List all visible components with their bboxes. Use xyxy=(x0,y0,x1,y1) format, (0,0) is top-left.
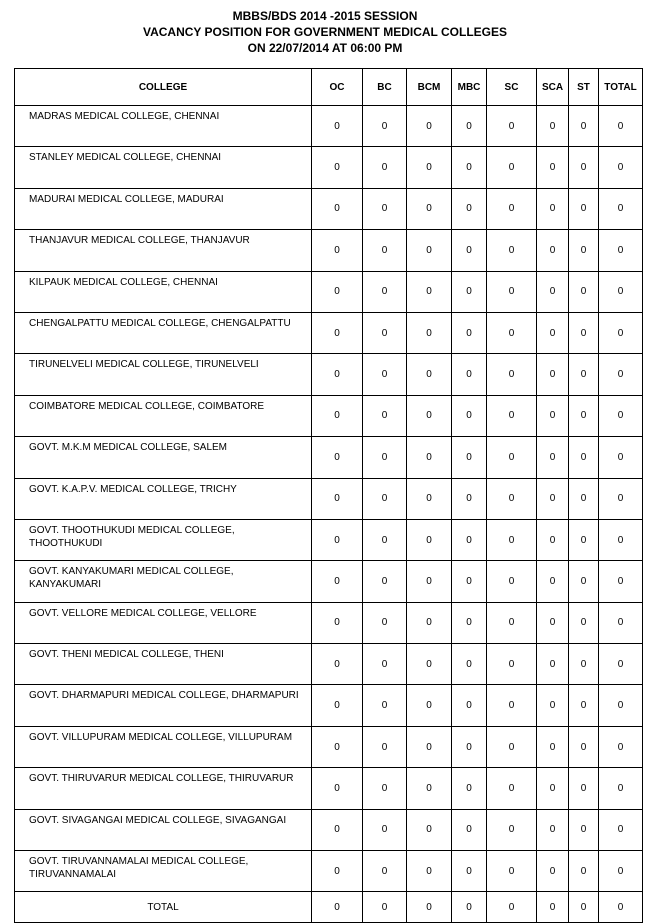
vacancy-sc: 0 xyxy=(487,726,537,767)
table-row xyxy=(15,602,643,643)
college-name: GOVT. K.A.P.V. MEDICAL COLLEGE, TRICHY xyxy=(15,478,312,519)
table-header-row xyxy=(15,69,643,106)
vacancy-total: 0 xyxy=(599,644,643,685)
vacancy-st: 0 xyxy=(569,726,599,767)
vacancy-total: 0 xyxy=(599,809,643,850)
vacancy-bcm: 0 xyxy=(407,685,452,726)
column-header-college: COLLEGE xyxy=(15,69,312,106)
college-name: THANJAVUR MEDICAL COLLEGE, THANJAVUR xyxy=(15,230,312,271)
table-row xyxy=(15,644,643,685)
table-row xyxy=(15,188,643,229)
vacancy-oc: 0 xyxy=(312,644,363,685)
vacancy-oc: 0 xyxy=(312,851,363,892)
table-row xyxy=(15,519,643,560)
column-header-oc: OC xyxy=(312,69,363,106)
vacancy-oc: 0 xyxy=(312,395,363,436)
college-name: TIRUNELVELI MEDICAL COLLEGE, TIRUNELVELI xyxy=(15,354,312,395)
table-row xyxy=(15,354,643,395)
vacancy-sca: 0 xyxy=(537,188,569,229)
college-name: MADRAS MEDICAL COLLEGE, CHENNAI xyxy=(15,106,312,147)
vacancy-mbc: 0 xyxy=(452,478,487,519)
vacancy-sca: 0 xyxy=(537,271,569,312)
report-title: VACANCY POSITION FOR GOVERNMENT MEDICAL COLLEGES xyxy=(142,25,508,39)
vacancy-oc: 0 xyxy=(312,147,363,188)
college-name: GOVT. VILLUPURAM MEDICAL COLLEGE, VILLUPURAM xyxy=(15,726,312,767)
college-name: GOVT. M.K.M MEDICAL COLLEGE, SALEM xyxy=(15,437,312,478)
college-name: CHENGALPATTU MEDICAL COLLEGE, CHENGALPATTU xyxy=(15,312,312,353)
vacancy-sc: 0 xyxy=(487,271,537,312)
college-name: GOVT. SIVAGANGAI MEDICAL COLLEGE, SIVAGANGAI xyxy=(15,809,312,850)
vacancy-bc: 0 xyxy=(363,230,407,271)
vacancy-total: 0 xyxy=(599,437,643,478)
vacancy-bcm: 0 xyxy=(407,851,452,892)
college-name: GOVT. TIRUVANNAMALAI MEDICAL COLLEGE, TIRUVANNAMALAI xyxy=(15,851,312,892)
vacancy-mbc: 0 xyxy=(452,437,487,478)
vacancy-st: 0 xyxy=(569,106,599,147)
vacancy-sca: 0 xyxy=(537,685,569,726)
vacancy-oc: 0 xyxy=(312,106,363,147)
vacancy-bcm: 0 xyxy=(407,602,452,643)
vacancy-bcm: 0 xyxy=(407,354,452,395)
vacancy-sca: 0 xyxy=(537,478,569,519)
table-row xyxy=(15,809,643,850)
vacancy-st: 0 xyxy=(569,685,599,726)
table-row xyxy=(15,726,643,767)
vacancy-total: 0 xyxy=(599,478,643,519)
vacancy-oc: 0 xyxy=(312,685,363,726)
vacancy-sca: 0 xyxy=(537,437,569,478)
vacancy-bcm: 0 xyxy=(407,644,452,685)
table-row xyxy=(15,395,643,436)
total-label: TOTAL xyxy=(15,892,312,923)
vacancy-mbc: 0 xyxy=(452,644,487,685)
table-row xyxy=(15,685,643,726)
vacancy-st: 0 xyxy=(569,644,599,685)
vacancy-bc: 0 xyxy=(363,602,407,643)
total-bc: 0 xyxy=(363,892,407,923)
vacancy-table xyxy=(14,68,643,923)
column-header-sc: SC xyxy=(487,69,537,106)
table-row xyxy=(15,437,643,478)
college-name: GOVT. THOOTHUKUDI MEDICAL COLLEGE, THOOTHUKUDI xyxy=(15,519,312,560)
vacancy-st: 0 xyxy=(569,519,599,560)
table-row xyxy=(15,230,643,271)
vacancy-sca: 0 xyxy=(537,395,569,436)
vacancy-oc: 0 xyxy=(312,437,363,478)
vacancy-bc: 0 xyxy=(363,354,407,395)
vacancy-bc: 0 xyxy=(363,644,407,685)
vacancy-bc: 0 xyxy=(363,106,407,147)
vacancy-sc: 0 xyxy=(487,188,537,229)
table-row xyxy=(15,312,643,353)
vacancy-bc: 0 xyxy=(363,561,407,602)
vacancy-sc: 0 xyxy=(487,147,537,188)
vacancy-mbc: 0 xyxy=(452,519,487,560)
vacancy-mbc: 0 xyxy=(452,188,487,229)
vacancy-bc: 0 xyxy=(363,437,407,478)
vacancy-bcm: 0 xyxy=(407,312,452,353)
column-header-bc: BC xyxy=(363,69,407,106)
college-name: GOVT. KANYAKUMARI MEDICAL COLLEGE, KANYAKUMARI xyxy=(15,561,312,602)
vacancy-st: 0 xyxy=(569,395,599,436)
vacancy-sc: 0 xyxy=(487,437,537,478)
college-name: MADURAI MEDICAL COLLEGE, MADURAI xyxy=(15,188,312,229)
vacancy-mbc: 0 xyxy=(452,809,487,850)
vacancy-sca: 0 xyxy=(537,768,569,809)
vacancy-st: 0 xyxy=(569,768,599,809)
vacancy-oc: 0 xyxy=(312,230,363,271)
college-name: COIMBATORE MEDICAL COLLEGE, COIMBATORE xyxy=(15,395,312,436)
vacancy-sca: 0 xyxy=(537,312,569,353)
vacancy-mbc: 0 xyxy=(452,768,487,809)
vacancy-total: 0 xyxy=(599,271,643,312)
vacancy-oc: 0 xyxy=(312,602,363,643)
vacancy-oc: 0 xyxy=(312,809,363,850)
vacancy-bcm: 0 xyxy=(407,437,452,478)
vacancy-bc: 0 xyxy=(363,395,407,436)
vacancy-bc: 0 xyxy=(363,519,407,560)
vacancy-sc: 0 xyxy=(487,395,537,436)
table-row xyxy=(15,768,643,809)
vacancy-bc: 0 xyxy=(363,188,407,229)
vacancy-mbc: 0 xyxy=(452,106,487,147)
vacancy-mbc: 0 xyxy=(452,685,487,726)
column-header-mbc: MBC xyxy=(452,69,487,106)
college-name: GOVT. DHARMAPURI MEDICAL COLLEGE, DHARMAPURI xyxy=(15,685,312,726)
vacancy-total: 0 xyxy=(599,312,643,353)
column-header-sca: SCA xyxy=(537,69,569,106)
table-row xyxy=(15,851,643,892)
vacancy-sc: 0 xyxy=(487,519,537,560)
college-name: KILPAUK MEDICAL COLLEGE, CHENNAI xyxy=(15,271,312,312)
vacancy-mbc: 0 xyxy=(452,602,487,643)
vacancy-oc: 0 xyxy=(312,188,363,229)
vacancy-total: 0 xyxy=(599,519,643,560)
vacancy-oc: 0 xyxy=(312,271,363,312)
vacancy-bc: 0 xyxy=(363,768,407,809)
vacancy-oc: 0 xyxy=(312,312,363,353)
vacancy-mbc: 0 xyxy=(452,354,487,395)
table-row xyxy=(15,147,643,188)
vacancy-oc: 0 xyxy=(312,726,363,767)
vacancy-sc: 0 xyxy=(487,602,537,643)
vacancy-sc: 0 xyxy=(487,312,537,353)
vacancy-bcm: 0 xyxy=(407,188,452,229)
total-mbc: 0 xyxy=(452,892,487,923)
vacancy-bcm: 0 xyxy=(407,768,452,809)
report-date: ON 22/07/2014 AT 06:00 PM xyxy=(247,41,403,55)
vacancy-total: 0 xyxy=(599,354,643,395)
vacancy-sc: 0 xyxy=(487,809,537,850)
vacancy-total: 0 xyxy=(599,147,643,188)
vacancy-total: 0 xyxy=(599,768,643,809)
vacancy-total: 0 xyxy=(599,230,643,271)
total-sca: 0 xyxy=(537,892,569,923)
vacancy-st: 0 xyxy=(569,437,599,478)
table-row xyxy=(15,271,643,312)
vacancy-bcm: 0 xyxy=(407,519,452,560)
document-header xyxy=(0,8,650,56)
vacancy-mbc: 0 xyxy=(452,726,487,767)
vacancy-st: 0 xyxy=(569,271,599,312)
table-row xyxy=(15,106,643,147)
vacancy-bc: 0 xyxy=(363,147,407,188)
college-name: GOVT. THENI MEDICAL COLLEGE, THENI xyxy=(15,644,312,685)
vacancy-total: 0 xyxy=(599,106,643,147)
vacancy-bc: 0 xyxy=(363,478,407,519)
vacancy-mbc: 0 xyxy=(452,271,487,312)
vacancy-bcm: 0 xyxy=(407,561,452,602)
vacancy-total: 0 xyxy=(599,395,643,436)
vacancy-bcm: 0 xyxy=(407,809,452,850)
vacancy-sca: 0 xyxy=(537,726,569,767)
vacancy-bcm: 0 xyxy=(407,271,452,312)
vacancy-st: 0 xyxy=(569,602,599,643)
vacancy-st: 0 xyxy=(569,354,599,395)
total-sc: 0 xyxy=(487,892,537,923)
vacancy-bc: 0 xyxy=(363,851,407,892)
vacancy-sca: 0 xyxy=(537,106,569,147)
vacancy-mbc: 0 xyxy=(452,147,487,188)
session-title: MBBS/BDS 2014 -2015 SESSION xyxy=(232,9,418,23)
vacancy-total: 0 xyxy=(599,188,643,229)
vacancy-bcm: 0 xyxy=(407,395,452,436)
vacancy-bc: 0 xyxy=(363,685,407,726)
vacancy-sc: 0 xyxy=(487,685,537,726)
vacancy-st: 0 xyxy=(569,561,599,602)
vacancy-oc: 0 xyxy=(312,561,363,602)
vacancy-bcm: 0 xyxy=(407,726,452,767)
vacancy-total: 0 xyxy=(599,685,643,726)
total-st: 0 xyxy=(569,892,599,923)
vacancy-sc: 0 xyxy=(487,851,537,892)
vacancy-oc: 0 xyxy=(312,768,363,809)
vacancy-sca: 0 xyxy=(537,851,569,892)
vacancy-bc: 0 xyxy=(363,726,407,767)
column-header-bcm: BCM xyxy=(407,69,452,106)
college-name: STANLEY MEDICAL COLLEGE, CHENNAI xyxy=(15,147,312,188)
table-row xyxy=(15,561,643,602)
vacancy-sc: 0 xyxy=(487,230,537,271)
vacancy-bc: 0 xyxy=(363,312,407,353)
vacancy-sca: 0 xyxy=(537,147,569,188)
vacancy-sca: 0 xyxy=(537,644,569,685)
vacancy-bcm: 0 xyxy=(407,478,452,519)
vacancy-sca: 0 xyxy=(537,354,569,395)
vacancy-mbc: 0 xyxy=(452,395,487,436)
vacancy-total: 0 xyxy=(599,602,643,643)
total-oc: 0 xyxy=(312,892,363,923)
vacancy-st: 0 xyxy=(569,478,599,519)
vacancy-st: 0 xyxy=(569,147,599,188)
table-body xyxy=(15,106,643,923)
vacancy-sca: 0 xyxy=(537,230,569,271)
vacancy-sc: 0 xyxy=(487,478,537,519)
vacancy-sc: 0 xyxy=(487,644,537,685)
total-bcm: 0 xyxy=(407,892,452,923)
total-row xyxy=(15,892,643,923)
vacancy-mbc: 0 xyxy=(452,312,487,353)
vacancy-total: 0 xyxy=(599,561,643,602)
vacancy-bc: 0 xyxy=(363,809,407,850)
vacancy-bcm: 0 xyxy=(407,106,452,147)
vacancy-mbc: 0 xyxy=(452,561,487,602)
vacancy-st: 0 xyxy=(569,230,599,271)
vacancy-sca: 0 xyxy=(537,809,569,850)
total-total: 0 xyxy=(599,892,643,923)
vacancy-total: 0 xyxy=(599,851,643,892)
vacancy-bcm: 0 xyxy=(407,147,452,188)
vacancy-sca: 0 xyxy=(537,519,569,560)
vacancy-st: 0 xyxy=(569,312,599,353)
column-header-total: TOTAL xyxy=(599,69,643,106)
vacancy-sca: 0 xyxy=(537,561,569,602)
college-name: GOVT. VELLORE MEDICAL COLLEGE, VELLORE xyxy=(15,602,312,643)
vacancy-sc: 0 xyxy=(487,561,537,602)
vacancy-total: 0 xyxy=(599,726,643,767)
vacancy-mbc: 0 xyxy=(452,851,487,892)
college-name: GOVT. THIRUVARUR MEDICAL COLLEGE, THIRUVARUR xyxy=(15,768,312,809)
vacancy-mbc: 0 xyxy=(452,230,487,271)
vacancy-oc: 0 xyxy=(312,478,363,519)
vacancy-sca: 0 xyxy=(537,602,569,643)
vacancy-bcm: 0 xyxy=(407,230,452,271)
vacancy-sc: 0 xyxy=(487,354,537,395)
table-row xyxy=(15,478,643,519)
vacancy-sc: 0 xyxy=(487,768,537,809)
vacancy-bc: 0 xyxy=(363,271,407,312)
vacancy-oc: 0 xyxy=(312,354,363,395)
vacancy-oc: 0 xyxy=(312,519,363,560)
vacancy-sc: 0 xyxy=(487,106,537,147)
column-header-st: ST xyxy=(569,69,599,106)
vacancy-st: 0 xyxy=(569,188,599,229)
vacancy-st: 0 xyxy=(569,809,599,850)
vacancy-st: 0 xyxy=(569,851,599,892)
